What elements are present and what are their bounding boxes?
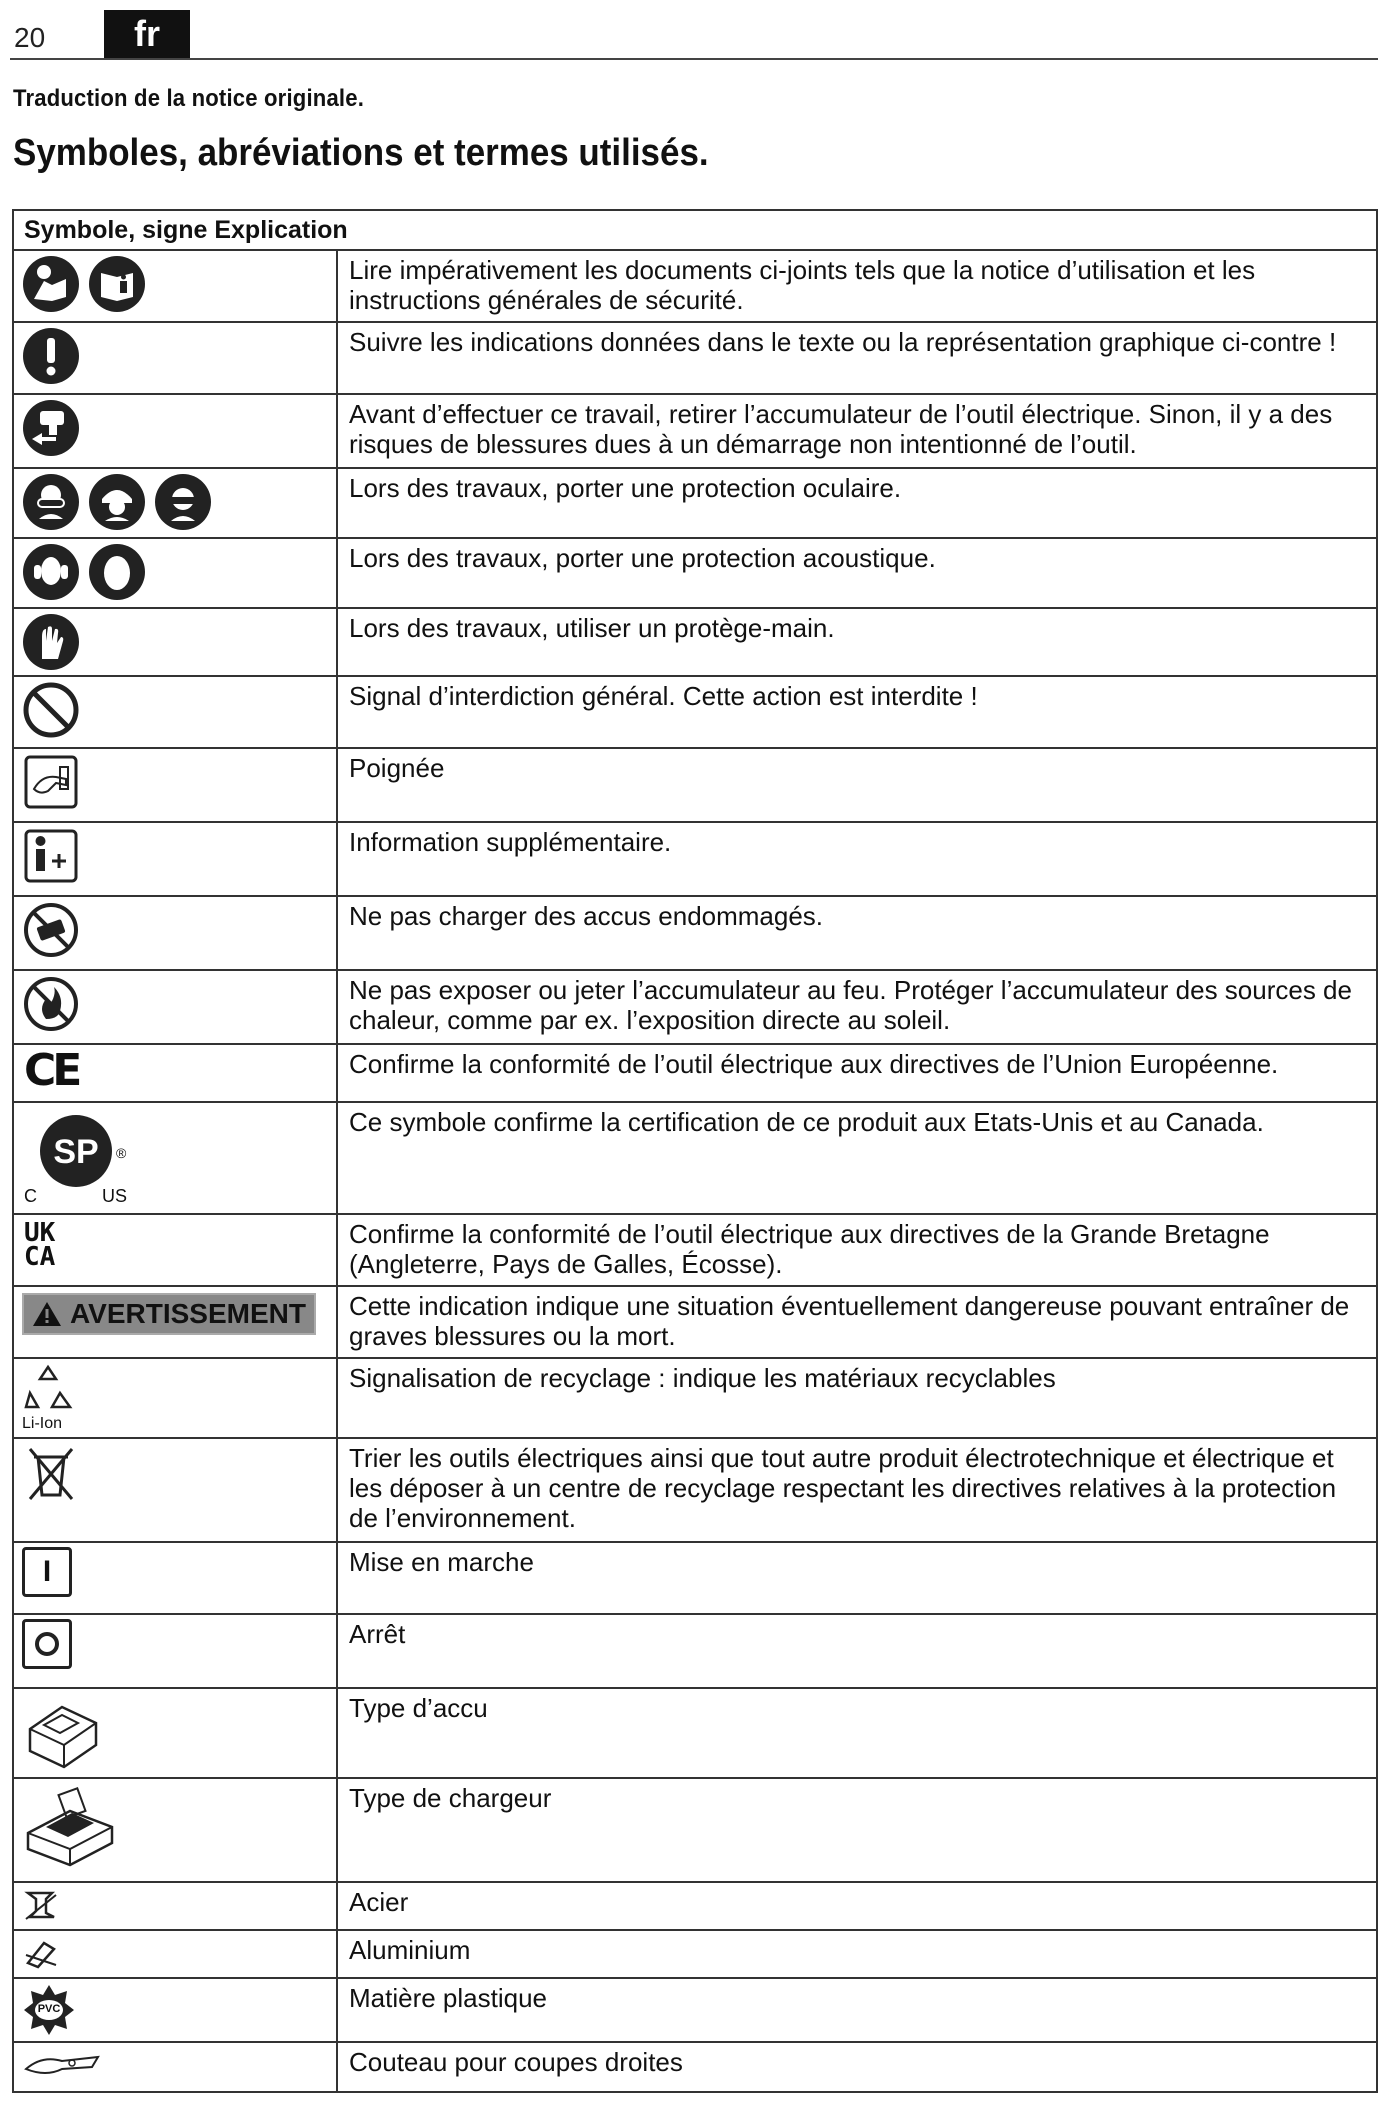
row-text: Confirme la conformité de l’outil électrique aux directives de l’Union Européenne.: [349, 1049, 1279, 1079]
row-text: Trier les outils électriques ainsi que tout autre produit électrotechnique et électrique et les déposer à un centre de recyclage respectant les directives relatives à la protection de l’environnement.: [349, 1443, 1337, 1533]
table-row: [13, 1542, 1377, 1614]
csa-c-label: C: [24, 1186, 37, 1206]
warning-label-icon: [22, 1293, 316, 1335]
safety-glasses-icon: [154, 473, 212, 531]
csa-us-label: US: [102, 1186, 128, 1206]
remove-battery-icon: [22, 399, 80, 457]
table-header: [13, 210, 1377, 250]
read-manual-icon: [22, 255, 80, 313]
row-text: Ne pas exposer ou jeter l’accumulateur au feu. Protéger l’accumulateur des sources de chaleur, comme par ex. l’exposition directe au soleil.: [349, 975, 1352, 1035]
warning-triangle-icon: [32, 1301, 62, 1327]
row-text: Cette indication indique une situation éventuellement dangereuse pouvant entraîner de graves blessures ou la mort.: [349, 1291, 1350, 1351]
aluminium-icon: [22, 1935, 60, 1971]
row-text: Poignée: [349, 753, 445, 783]
charger-icon: [22, 1783, 118, 1867]
registered-mark: ®: [116, 1145, 127, 1161]
li-ion-label: Li-Ion: [22, 1415, 63, 1432]
ukca-mark-icon: [14, 1215, 336, 1275]
goggles-icon: [22, 473, 80, 531]
table-row: [13, 1286, 1377, 1358]
warning-label-text: AVERTISSEMENT: [70, 1298, 306, 1329]
pvc-plastic-icon: [22, 1983, 76, 2037]
table-row: [13, 250, 1377, 322]
table-row: [13, 1778, 1377, 1882]
table-row: [13, 1688, 1377, 1778]
table-row: [13, 468, 1377, 538]
table-row: [13, 970, 1377, 1044]
col-header-explication: Explication: [214, 216, 348, 244]
csa-mark-icon: [22, 1107, 132, 1207]
no-charge-damaged-icon: [22, 901, 80, 959]
table-row: [13, 2042, 1377, 2092]
table-row: [13, 1882, 1377, 1930]
exclamation-icon: [22, 327, 80, 385]
steel-icon: [22, 1887, 60, 1923]
weee-bin-icon: [22, 1443, 80, 1505]
table-row: [13, 322, 1377, 394]
pvc-label: PVC: [37, 2003, 61, 2015]
handle-icon: [22, 753, 80, 811]
row-text: Ne pas charger des accus endommagés.: [349, 901, 824, 931]
document-subtitle: Traduction de la notice originale.: [13, 85, 365, 112]
ear-protection-icon: [22, 543, 80, 601]
page-title: Symboles, abréviations et termes utilisés.: [13, 132, 709, 174]
table-row: [13, 896, 1377, 970]
row-text: Lors des travaux, porter une protection acoustique.: [349, 543, 936, 573]
recycling-li-ion-icon: [22, 1363, 74, 1415]
table-row: [13, 748, 1377, 822]
row-text: Information supplémentaire.: [349, 827, 672, 857]
table-row: [13, 822, 1377, 896]
row-text: Confirme la conformité de l’outil électrique aux directives de la Grande Bretagne (Angleterre, Pays de Galles, Écosse).: [349, 1219, 1270, 1279]
face-shield-icon: [88, 473, 146, 531]
switch-off-icon: [22, 1619, 72, 1669]
row-text: Couteau pour coupes droites: [349, 2047, 683, 2077]
table-row: [13, 1930, 1377, 1978]
row-text: Type d’accu: [349, 1693, 488, 1723]
table-row: [13, 538, 1377, 608]
table-row: [13, 1358, 1377, 1438]
additional-info-icon: [22, 827, 80, 885]
row-text: Type de chargeur: [349, 1783, 552, 1813]
table-row: [13, 608, 1377, 676]
table-row: [13, 1044, 1377, 1102]
page-number: 20: [14, 22, 46, 53]
gloves-icon: [22, 613, 80, 671]
language-tab: fr: [104, 10, 190, 58]
row-text: Avant d’effectuer ce travail, retirer l’accumulateur de l’outil électrique. Sinon, il y a des risques de blessures dues à un démarrage non intentionné de l’outil.: [349, 399, 1333, 459]
info-book-icon: [88, 255, 146, 313]
uk-label: UK: [24, 1218, 56, 1248]
table-row: [13, 1614, 1377, 1688]
no-fire-icon: [22, 975, 80, 1033]
ear-muffs-icon: [88, 543, 146, 601]
svg-text:SP: SP: [53, 1133, 99, 1171]
table-row: [13, 1978, 1377, 2042]
battery-pack-icon: [22, 1693, 104, 1773]
ca-label: CA: [24, 1242, 56, 1272]
prohibition-icon: [22, 681, 80, 739]
switch-on-icon: I: [22, 1547, 72, 1597]
symbols-table: [12, 209, 1378, 2093]
table-row: [13, 1102, 1377, 1214]
row-text: Aluminium: [349, 1935, 471, 1965]
row-text: Lors des travaux, utiliser un protège-main.: [349, 613, 835, 643]
table-row: [13, 394, 1377, 468]
col-header-symbol: Symbole, signe: [24, 216, 208, 244]
row-text: Arrêt: [349, 1619, 406, 1649]
row-text: Signalisation de recyclage : indique les matériaux recyclables: [349, 1363, 1056, 1393]
row-text: Lire impérativement les documents ci-joints tels que la notice d’utilisation et les instructions générales de sécurité.: [349, 255, 1256, 315]
table-row: [13, 676, 1377, 748]
row-text: Suivre les indications données dans le texte ou la représentation graphique ci-contre !: [349, 327, 1337, 357]
table-row: [13, 1438, 1377, 1542]
row-text: Acier: [349, 1887, 409, 1917]
page-header: [10, 8, 1378, 60]
row-text: Lors des travaux, porter une protection oculaire.: [349, 473, 902, 503]
table-row: [13, 1214, 1377, 1286]
row-text: Ce symbole confirme la certification de ce produit aux Etats-Unis et au Canada.: [349, 1107, 1264, 1137]
straight-knife-icon: [22, 2047, 102, 2081]
row-text: Mise en marche: [349, 1547, 534, 1577]
ce-mark-icon: CE: [24, 1045, 79, 1096]
row-text: Signal d’interdiction général. Cette action est interdite !: [349, 681, 978, 711]
table-header-row: [13, 210, 1377, 250]
row-text: Matière plastique: [349, 1983, 547, 2013]
